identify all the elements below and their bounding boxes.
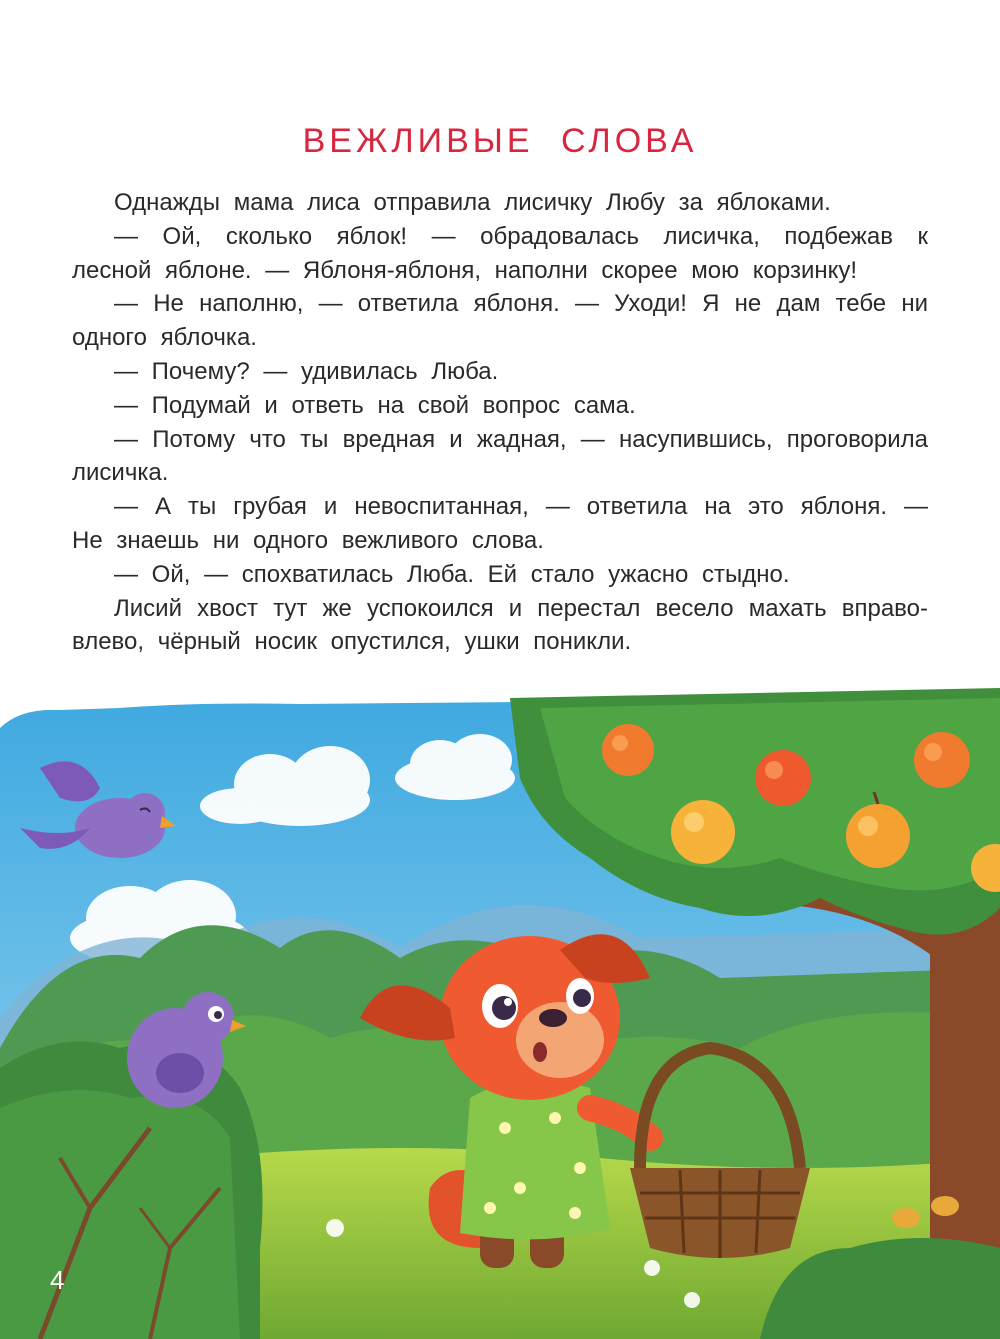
- story-paragraph: Лисий хвост тут же успокоился и перестал весело махать вправо-влево, чёрный носик опустился, ушки поникли.: [72, 594, 928, 656]
- apple-icon: [755, 750, 811, 806]
- story-paragraph: — Почему? — удивилась Люба.: [114, 357, 499, 385]
- story-paragraph: — Подумай и ответь на свой вопрос сама.: [114, 391, 636, 419]
- page-number: 4: [50, 1265, 65, 1295]
- apple-icon: [892, 1208, 920, 1228]
- story-paragraph: Однажды мама лиса отправила лисичку Любу за яблоками.: [114, 189, 831, 216]
- apple-icon: [914, 732, 970, 788]
- bush-icon: [0, 1041, 263, 1339]
- apple-icon: [931, 1196, 959, 1216]
- story-text: [72, 186, 928, 659]
- story-paragraph: — Ой, сколько яблок! — обрадовалась лисичка, подбежав к лесной яблоне. — Яблоня-яблоня, наполни скорее мою корзинку!: [72, 222, 928, 284]
- page-title: ВЕЖЛИВЫЕ СЛОВА: [302, 122, 698, 160]
- story-paragraph: — Потому что ты вредная и жадная, — насупившись, проговорила лисичка.: [72, 425, 928, 487]
- story-paragraph: — Не наполню, — ответила яблоня. — Уходи! Я не дам тебе ни одного яблочка.: [72, 290, 928, 352]
- story-paragraph: — Ой, — спохватилась Люба. Ей стало ужасно стыдно.: [114, 560, 790, 588]
- story-illustration: [0, 688, 1000, 1339]
- illustration-canvas: [0, 688, 1000, 1339]
- apple-icon: [671, 800, 735, 864]
- apple-icon: [602, 724, 654, 776]
- story-paragraph: — А ты грубая и невоспитанная, — ответила на это яблоня. — Не знаешь ни одного вежливого слова.: [72, 493, 928, 554]
